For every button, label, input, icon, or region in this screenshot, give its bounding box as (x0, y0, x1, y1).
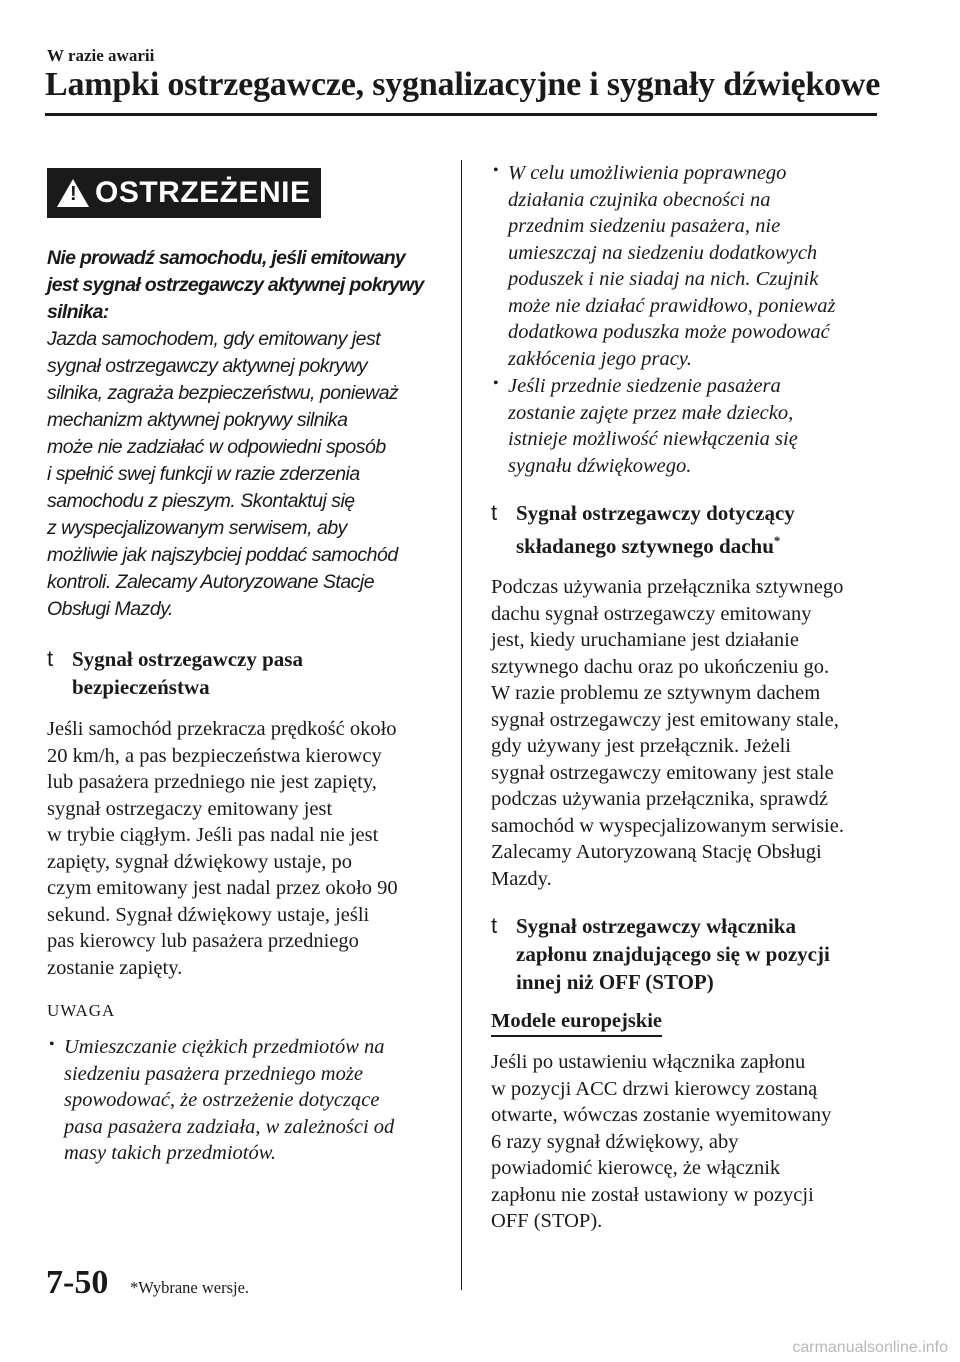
page-title: Lampki ostrzegawcze, sygnalizacyjne i sygnały dźwiękowe (45, 66, 881, 103)
left-column (47, 160, 447, 1167)
roof-body: Podczas używania przełącznika sztywnego dachu sygnał ostrzegawczy emitowany jest, kiedy uruchamiane jest działanie sztywnego dachu oraz po ukończeniu go. W razie problemu ze sztywnym dachem sygnał ostrzegawczy jest emitowany stale, gdy używany jest przełącznik. Jeżeli sygnał ostrzegawczy emitowany jest stale podczas używania przełącznika, sprawdź samochód w wyspecjalizowanym serwisie. Zalecamy Autoryzowaną Stację Obsługi Mazdy. (491, 576, 844, 890)
note-label: UWAGA (47, 1001, 116, 1020)
bullet-dot-icon: • (49, 1036, 55, 1053)
section-marker: t (47, 646, 54, 671)
seatbelt-heading: t Sygnał ostrzegawczy pasa bezpieczeństwa (47, 646, 303, 699)
ignition-body: Jeśli po ustawieniu włącznika zapłonu w pozycji ACC drzwi kierowcy zostaną otwarte, wówczas zostanie wyemitowany 6 razy sygnał dźwiękowy, aby powiadomić kierowcę, że włącznik zapłonu nie został ustawiony w pozycji OFF (STOP). (491, 1051, 832, 1232)
note-bullet: • Jeśli przednie siedzenie pasażera zostanie zajęte przez małe dziecko, istnieje możliwość niewłączenia się sygnału dźwiękowego. (491, 373, 891, 479)
roof-heading: t Sygnał ostrzegawczy dotyczący składanego sztywnego dachu* (491, 500, 795, 558)
bullet-dot-icon: • (493, 162, 499, 179)
column-divider (461, 160, 462, 1290)
section-marker: t (491, 913, 498, 938)
watermark: carmanualsonline.info (792, 1339, 948, 1356)
warning-heading: Nie prowadź samochodu, jeśli emitowany jest sygnał ostrzegawczy aktywnej pokrywy silnika: (47, 247, 424, 323)
page-number: 7-50 (46, 1264, 109, 1301)
section-marker: t (491, 500, 498, 525)
title-rule (45, 113, 877, 116)
ignition-heading: t Sygnał ostrzegawczy włącznika zapłonu znajdującego się w pozycji innej niż OFF (STOP) (491, 913, 830, 994)
warning-triangle-icon: ! (57, 179, 89, 207)
warning-label: OSTRZEŻENIE (95, 176, 311, 209)
warning-body: Jazda samochodem, gdy emitowany jest sygnał ostrzegawczy aktywnej pokrywy silnika, zagraża bezpieczeństwu, ponieważ mechanizm aktywnej pokrywy silnika może nie zadziałać w odpowiedni sposób i spełnić swej funkcji w razie zderzenia samochodu z pieszym. Skontaktuj się z wyspecjalizowanym serwisem, aby możliwie jak najszybciej poddać samochód kontroli. Zalecamy Autoryzowane Stacje Obsługi Mazdy. (47, 328, 399, 620)
note-bullet: • Umieszczanie ciężkich przedmiotów na siedzeniu pasażera przedniego może spowodować, że ostrzeżenie dotyczące pasa pasażera zadziała, w zależności od masy takich przedmiotów. (47, 1034, 447, 1167)
seatbelt-body: Jeśli samochód przekracza prędkość około 20 km/h, a pas bezpieczeństwa kierowcy lub pasażera przedniego nie jest zapięty, sygnał ostrzegaczy emitowany jest w trybie ciągłym. Jeśli pas nadal nie jest zapięty, sygnał dźwiękowy ustaje, po czym emitowany jest nadal przez około 90 sekund. Sygnał dźwiękowy ustaje, jeśli pas kierowcy lub pasażera przedniego zostanie zapięty. (47, 718, 398, 979)
right-column (491, 160, 891, 1235)
warning-banner (47, 168, 321, 218)
bullet-dot-icon: • (493, 375, 499, 392)
footnote: *Wybrane wersje. (130, 1278, 250, 1297)
section-label: W razie awarii (47, 46, 155, 65)
models-subheading: Modele europejskie (491, 1010, 891, 1037)
note-bullet: • W celu umożliwienia poprawnego działania czujnika obecności na przednim siedzeniu pasażera, nie umieszczaj na siedzeniu dodatkowych poduszek i nie siadaj na nich. Czujnik może nie działać prawidłowo, ponieważ dodatkowa poduszka może powodować zakłócenia jego pracy. (491, 160, 891, 372)
